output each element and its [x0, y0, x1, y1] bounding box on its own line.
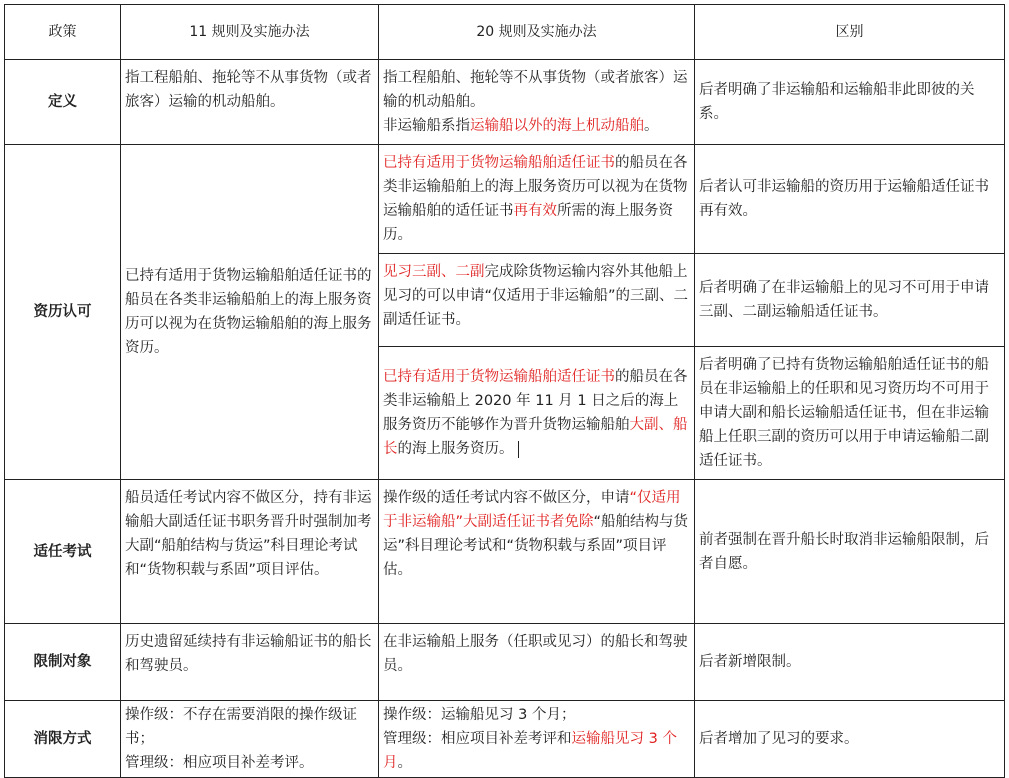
header-row [5, 5, 1005, 60]
restriction-old: 历史遗留延续持有非运输船证书的船长和驾驶员。 [121, 624, 379, 701]
definition-new-line2-b: 。 [644, 118, 659, 134]
experience-new-2-highlight: 见习三副、二副 [383, 264, 485, 280]
policy-comparison-table-wrapper [4, 4, 1004, 778]
experience-diff-3: 后者明确了已持有货物运输船舶适任证书的船员在非运输船上的任职和见习资历均不可用于申请大副和船长运输船适任证书，但在非运输船上任职三副的资历可以用于申请运输船二副适任证书。 [695, 347, 1005, 480]
exam-old: 船员适任考试内容不做区分，持有非运输船大副适任证书职务晋升时强制加考大副“船舶结构与货运”科目理论考试和“货物积载与系固”项目评估。 [121, 480, 379, 624]
removal-new-line1: 操作级：运输船见习 3 个月； [383, 707, 576, 723]
header-rules-11: 11 规则及实施办法 [121, 5, 379, 60]
policy-comparison-table [4, 4, 1005, 778]
row-removal [5, 701, 1005, 778]
row-restriction [5, 624, 1005, 701]
experience-new-3-highlight-b: 大副、船长 [383, 417, 688, 457]
experience-new-3-highlight-a: 已持有适用于货物运输船舶适任证书 [383, 369, 615, 385]
removal-new-highlight: 运输船见习 3 个月 [383, 731, 677, 771]
category-experience: 资历认可 [5, 145, 121, 480]
exam-new-text-a: 操作级的适任考试内容不做区分，申请 [383, 490, 630, 506]
removal-old [121, 701, 379, 778]
experience-diff-1: 后者认可非运输船的资历用于运输船适任证书再有效。 [695, 145, 1005, 254]
row-exam [5, 480, 1005, 624]
category-exam: 适任考试 [5, 480, 121, 624]
exam-diff: 前者强制在晋升船长时取消非运输船限制，后者自愿。 [695, 480, 1005, 624]
text-cursor [518, 441, 519, 458]
experience-new-2 [379, 254, 695, 347]
removal-old-line2: 管理级：相应项目补差考评。 [125, 755, 314, 771]
category-restriction: 限制对象 [5, 624, 121, 701]
header-rules-20: 20 规则及实施办法 [379, 5, 695, 60]
restriction-new: 在非运输船上服务（任职或见习）的船长和驾驶员。 [379, 624, 695, 701]
definition-old: 指工程船舶、拖轮等不从事货物（或者旅客）运输的机动船舶。 [121, 60, 379, 145]
definition-new-line2-highlight: 运输船以外的海上机动船舶 [470, 118, 644, 134]
experience-diff-2: 后者明确了在非运输船上的见习不可用于申请三副、二副运输船适任证书。 [695, 254, 1005, 347]
definition-new-line1: 指工程船舶、拖轮等不从事货物（或者旅客）运输的机动船舶。 [383, 70, 688, 110]
exam-new-text-b: “船舶结构与货运”科目理论考试和“货物积载与系固”项目评估。 [383, 514, 689, 578]
category-removal: 消限方式 [5, 701, 121, 778]
exam-new [379, 480, 695, 624]
experience-new-1-highlight-b: 再有效 [513, 203, 557, 219]
definition-diff: 后者明确了非运输船和运输船非此即彼的关系。 [695, 60, 1005, 145]
removal-new [379, 701, 695, 778]
experience-new-1-highlight-a: 已持有适用于货物运输船舶适任证书 [383, 155, 615, 171]
experience-new-2-text: 完成除货物运输内容外其他船上见习的可以申请“仅适用于非运输船”的三副、二副适任证书。 [383, 264, 689, 328]
definition-new-line2-a: 非运输船系指 [383, 118, 470, 134]
experience-new-3 [379, 347, 695, 480]
removal-new-line2-a: 管理级：相应项目补差考评和 [383, 731, 572, 747]
removal-new-line2-b: 。 [397, 755, 412, 771]
row-experience-1 [5, 145, 1005, 254]
removal-diff: 后者增加了见习的要求。 [695, 701, 1005, 778]
exam-new-highlight: “仅适用于非运输船”大副适任证书者免除 [383, 490, 681, 530]
experience-new-1-text-b: 所需的海上服务资历。 [383, 203, 673, 243]
header-policy: 政策 [5, 5, 121, 60]
restriction-diff: 后者新增限制。 [695, 624, 1005, 701]
row-definition [5, 60, 1005, 145]
definition-new [379, 60, 695, 145]
experience-new-1 [379, 145, 695, 254]
experience-new-3-text-b: 的海上服务资历。 [397, 441, 514, 457]
experience-new-1-text-a: 的船员在各类非运输船舶上的海上服务资历可以视为在货物运输船舶的适任证书 [383, 155, 688, 219]
experience-new-3-text-a: 的船员在各类非运输船上 2020 年 11 月 1 日之后的海上服务资历不能够作为晋升货物运输船舶 [383, 369, 688, 433]
removal-old-line1: 操作级：不存在需要消限的操作级证书； [125, 707, 357, 747]
category-definition: 定义 [5, 60, 121, 145]
header-difference: 区别 [695, 5, 1005, 60]
experience-old: 已持有适用于货物运输船舶适任证书的船员在各类非运输船舶上的海上服务资历可以视为在货物运输船舶的海上服务资历。 [121, 145, 379, 480]
